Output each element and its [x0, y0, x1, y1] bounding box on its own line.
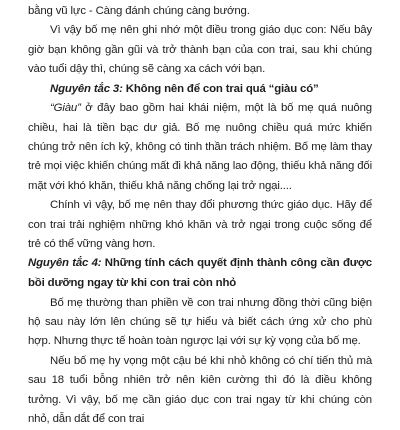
principle-3-title: Không nên để con trai quá “giàu có”: [122, 82, 319, 95]
section-heading-principle-4: [28, 254, 372, 293]
principle-3-label: Nguyên tắc 3:: [50, 82, 123, 95]
paragraph-wealth: [28, 99, 372, 196]
quoted-term: “Giàu”: [50, 102, 81, 115]
principle-4-label: Nguyên tắc 4:: [28, 257, 102, 270]
paragraph-complaints: Bố mẹ thường than phiền về con trai nhưng đồng thời cũng biện hộ sau này lớn lên chúng sẽ tự hiểu và biết cách ứng xử cho phù hợp. Nhưng thực tế hoàn toàn ngược lại với sự kỳ vọng của bố mẹ.: [28, 296, 372, 348]
paragraph-change-method: Chính vì vậy, bố mẹ nên thay đổi phương thức giáo dục. Hãy để con trai trải nghiệm những khó khăn và trở ngại trong cuộc sống để trẻ có thể vững vàng hơn.: [28, 199, 372, 251]
section-heading-principle-3: [28, 80, 372, 100]
paragraph-advice: Vì vậy bố mẹ nên ghi nhớ một điều trong giáo dục con: Nếu bây giờ bạn không gần gũi và trở thành bạn của con trai, sau khi chúng vào tuổi dậy thì, chúng sẽ càng xa cách với bạn.: [28, 24, 372, 76]
paragraph-wealth-text: ở đây bao gồm hai khái niệm, một là bố mẹ quá nuông chiều, hai là tiền bạc dư giả. Bố mẹ nuông chiều quá mức khiến chúng trở nên ích kỷ, không có tinh thần trách nhiệm. Bố mẹ làm thay trẻ mọi việc khiến chúng mất đi khả năng lao động, thiếu khả năng đối mặt với khó khăn, thiếu khả năng chống lại trở ngại....: [28, 102, 372, 192]
principle-4-title: Những tính cách quyết định thành công cần được bồi dưỡng ngay từ khi con trai còn nhỏ: [28, 257, 372, 290]
paragraph-continuation: bằng vũ lực - Càng đánh chúng càng bướng.: [28, 5, 250, 17]
paragraph-early-education: Nếu bố mẹ hy vọng một cậu bé khi nhỏ không có chí tiến thủ mà sau 18 tuổi bỗng nhiên trở nên kiên cường thì đó là điều không tưởng. Vì vậy, bố mẹ cần giáo dục con trai ngay từ khi chúng còn nhỏ, dẫn dắt để con trai: [28, 354, 372, 426]
